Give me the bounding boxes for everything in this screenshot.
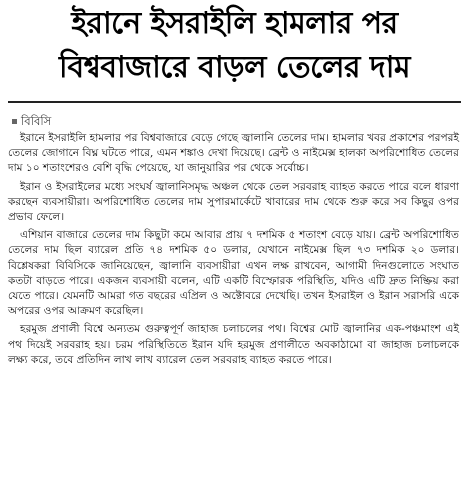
headline-line-2: বিশ্ববাজারে বাড়ল তেলের দাম: [58, 50, 411, 85]
headline: [8, 0, 461, 90]
paragraph: ইরানে ইসরাইলি হামলার পর বিশ্ববাজারে বেড়ে গেছে জ্বালানি তেলের দাম। হামলার খবর প্রকাশের পরপরই তেলের জোগানে বিঘ্ন ঘটতে পারে, এমন শঙ্কাও দেখা দিয়েছে। ব্রেন্ট ও নাইমেক্স হালকা অপরিশোধিত তেলের দাম ১০ শতাংশেরও বেশি বৃদ্ধি পেয়েছে, যা জানুয়ারির পর থেকে সর্বোচ্চ।: [8, 132, 459, 175]
headline-divider: [8, 101, 461, 103]
paragraph: এশিয়ান বাজারে তেলের দাম কিছুটা কমে আবার প্রায় ৭ দশমিক ৫ শতাংশ বেড়ে যায়। ব্রেন্ট অপরিশোধিত তেলের দাম ছিল ব্যারেল প্রতি ৭৪ দশমিক ৫০ ডলার, যেখানে নাইমেক্স ছিল ৭৩ দশমিক ২০ ডলার। বিশ্লেষকরা বিবিসিকে জানিয়েছেন, জ্বালানি ব্যবসায়ীরা এখন লক্ষ রাখবেন, আগামী দিনগুলোতে সংঘাত কতটা বাড়তে পারে। একজন ব্যবসায়ী বলেন, এটি একটি বিস্ফোরক পরিস্থিতি, যদিও এটি দ্রুত নিষ্ক্রিয় করা যেতে পারে। যেমনটি আমরা গত বছরের এপ্রিল ও অক্টোবরে দেখেছি। তখন ইসরাইল ও ইরান সরাসরি একে অপরের ওপর আক্রমণ করেছিল।: [8, 229, 459, 318]
article-body: [8, 131, 459, 371]
headline-line-1: ইরানে ইসরাইলি হামলার পর: [71, 6, 398, 41]
byline-source: বিবিসি: [21, 114, 52, 128]
byline-bullet-icon: [12, 119, 17, 124]
paragraph: ইরান ও ইসরাইলের মধ্যে সংঘর্ষ জ্বালানিসমৃদ্ধ অঞ্চল থেকে তেল সরবরাহ ব্যাহত করতে পারে বলে ধারণা করছেন ব্যবসায়ীরা। অপরিশোধিত তেলের দাম সুপারমার্কেটে খাবারের দাম থেকে শুরু করে সব কিছুর ওপর প্রভাব ফেলে।: [8, 180, 459, 224]
paragraph: হরমুজ প্রণালী বিশ্বে অন্যতম গুরুত্বপূর্ণ জাহাজ চলাচলের পথ। বিশ্বের মোট জ্বালানির এক-পঞ্চমাংশ এই পথ দিয়েই সরবরাহ হয়। চরম পরিস্থিতিতে ইরান যদি হরমুজ প্রণালীতে অবকাঠামো বা জাহাজ চলাচলকে লক্ষ্য করে, তবে প্রতিদিন লাখ লাখ ব্যারেল তেল সরবরাহ ব্যাহত করতে পারে।: [8, 323, 459, 366]
byline: [12, 113, 51, 129]
